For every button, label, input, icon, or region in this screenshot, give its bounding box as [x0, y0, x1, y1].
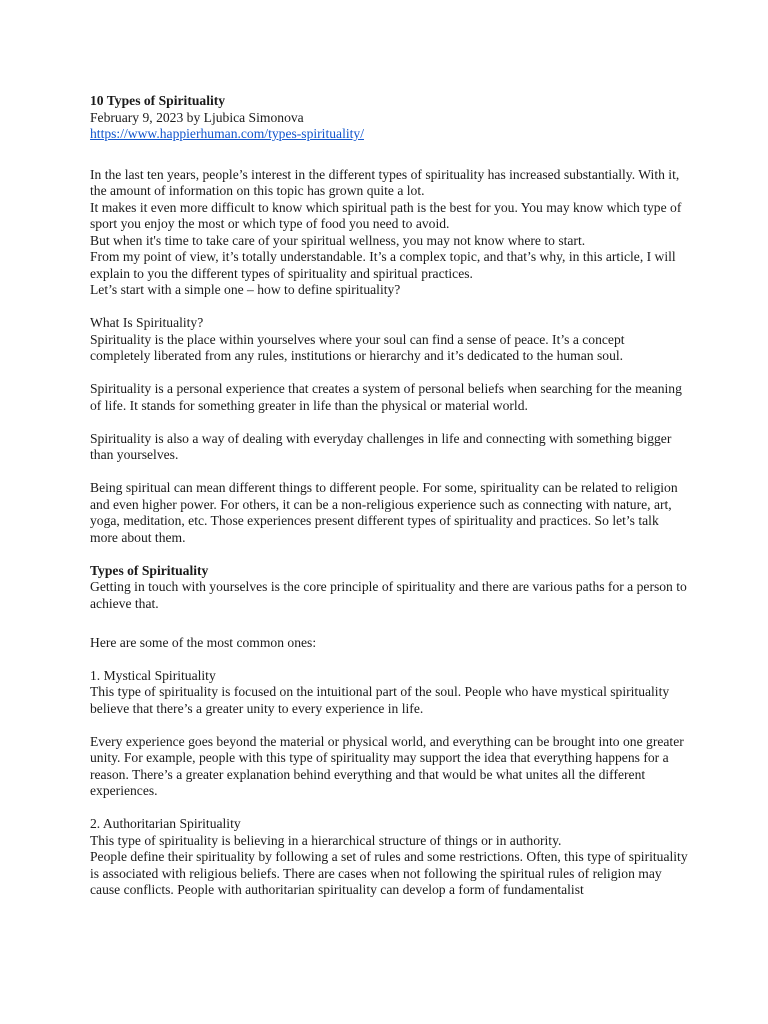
- mystical-paragraph-2: Every experience goes beyond the material or physical world, and everything can be brought into one greater unity. For example, people with this type of spirituality may support the idea that everything happens for a reason. There’s a greater explanation behind everything and that would be what unites all the different experiences.: [90, 733, 684, 798]
- intro-paragraph-1: In the last ten years, people’s interest in the different types of spirituality has increased substantially. With it, the amount of information on this topic has grown quite a lot.: [90, 166, 680, 198]
- what-is-heading: What Is Spirituality?: [90, 315, 204, 330]
- types-paragraph-2: Here are some of the most common ones:: [90, 634, 317, 650]
- intro-paragraph-5: Let’s start with a simple one – how to define spirituality?: [90, 282, 401, 297]
- authoritarian-paragraph-2: People define their spirituality by following a set of rules and some restrictions. Often, this type of spirituality is associated with religious beliefs. There are cases when not following the spiritual rules of religion may cause conflicts. People with authoritarian spirituality can develop a form of fundamentalist: [90, 849, 688, 897]
- authoritarian-paragraph-1: This type of spirituality is believing in a hierarchical structure of things or in authority.: [90, 832, 562, 848]
- what-is-paragraph-3: Spirituality is also a way of dealing with everyday challenges in life and connecting with something bigger than yourselves.: [90, 430, 672, 462]
- article-title: 10 Types of Spirituality: [90, 93, 226, 108]
- what-is-paragraph-1: Spirituality is the place within yourselves where your soul can find a sense of peace. It’s a concept completely liberated from any rules, institutions or hierarchy and it’s dedicated to the human soul.: [90, 331, 625, 363]
- intro-paragraph-4: From my point of view, it’s totally understandable. It’s a complex topic, and that’s why, in this article, I will explain to you the different types of spirituality and spiritual practices.: [90, 249, 676, 281]
- intro-paragraph-3: But when it's time to take care of your spiritual wellness, you may not know where to start.: [90, 232, 586, 248]
- what-is-paragraph-4: Being spiritual can mean different things to different people. For some, spirituality can be related to religion and even higher power. For others, it can be a non-religious experience such as connecting with nature, art, yoga, meditation, etc. Those experiences present different types of spirituality and practices. So let’s talk more about them.: [90, 480, 678, 545]
- types-paragraph-1: Getting in touch with yourselves is the core principle of spirituality and there are various paths for a person to achieve that.: [90, 579, 687, 611]
- source-link[interactable]: https://www.happierhuman.com/types-spirituality/: [90, 126, 364, 141]
- authoritarian-heading: 2. Authoritarian Spirituality: [90, 816, 241, 831]
- mystical-paragraph-1: This type of spirituality is focused on the intuitional part of the soul. People who have mystical spirituality believe that there’s a greater unity to every experience in life.: [90, 684, 670, 716]
- article-byline: February 9, 2023 by Ljubica Simonova: [90, 109, 304, 125]
- what-is-paragraph-2: Spirituality is a personal experience that creates a system of personal beliefs when searching for the meaning of life. It stands for something greater in life than the physical or material world.: [90, 381, 682, 413]
- types-heading: Types of Spirituality: [90, 562, 209, 578]
- mystical-heading: 1. Mystical Spirituality: [90, 667, 216, 683]
- intro-paragraph-2: It makes it even more difficult to know which spiritual path is the best for you. You may know which type of sport you enjoy the most or which type of food you need to avoid.: [90, 199, 682, 231]
